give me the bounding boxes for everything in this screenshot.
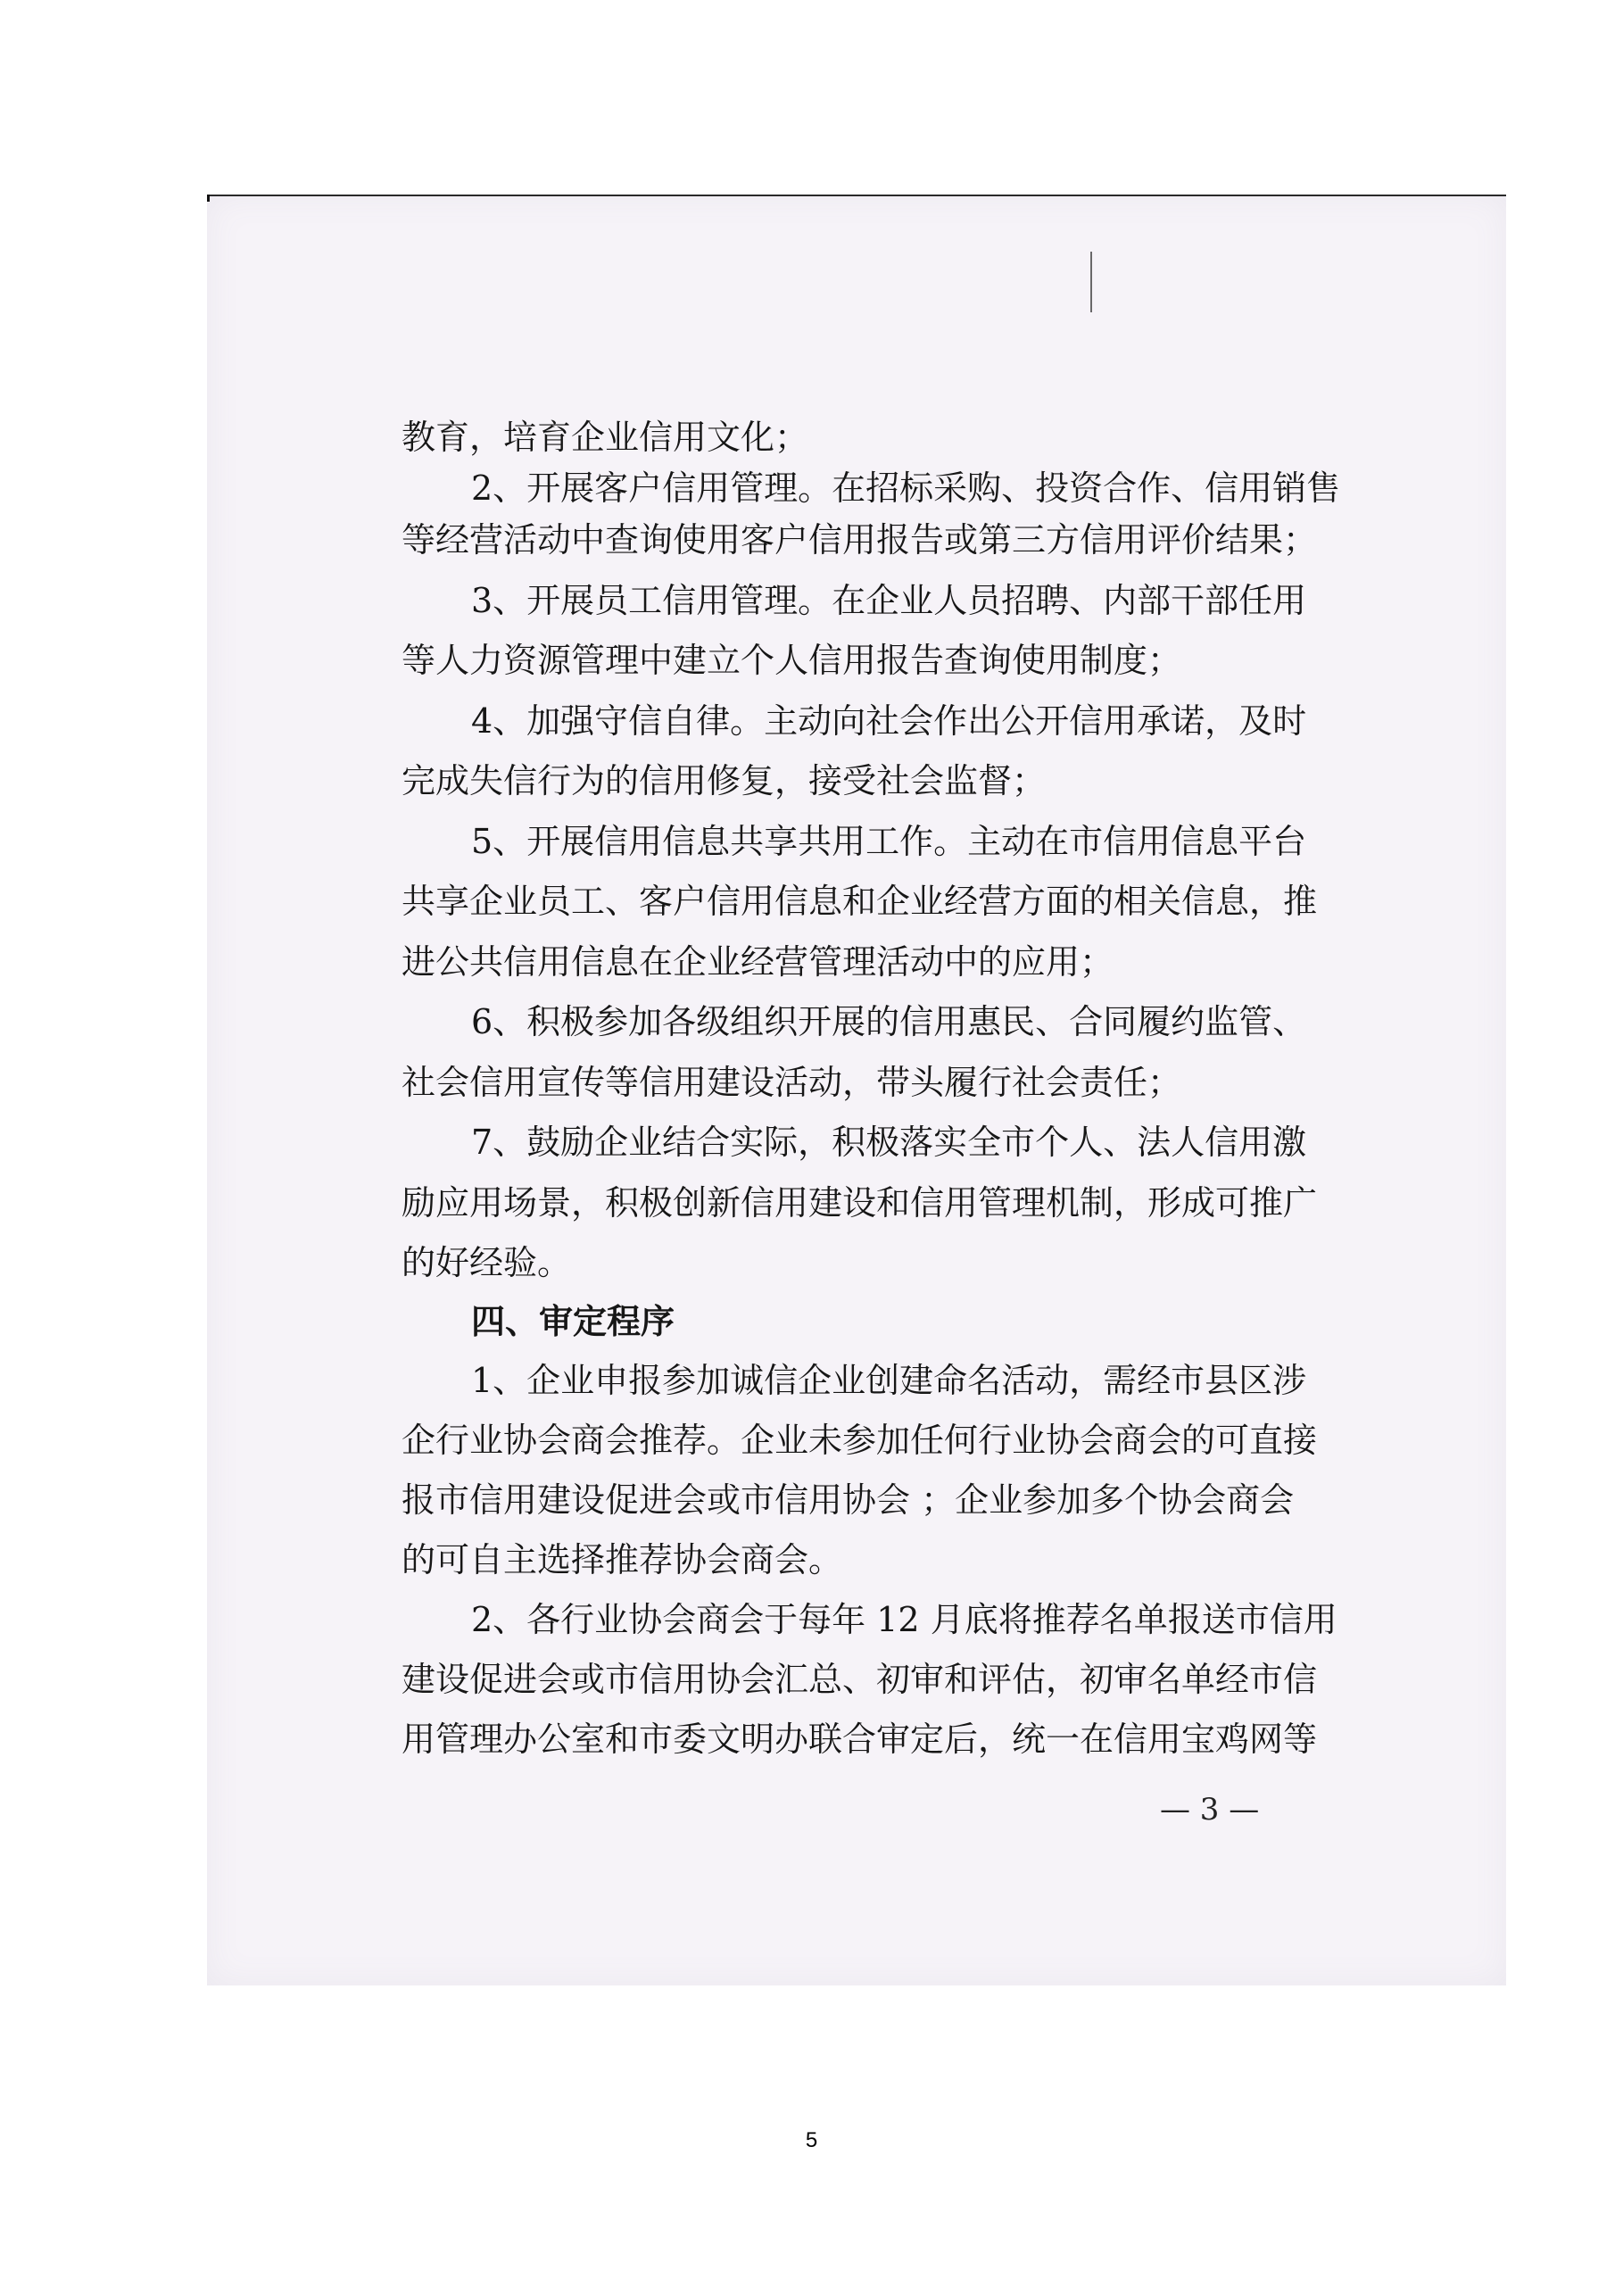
text-line: 2、开展客户信用管理。在招标采购、投资合作、信用销售 (471, 468, 1341, 508)
text-line: 教育，培育企业信用文化； (402, 418, 809, 457)
scan-corner-mark (207, 195, 210, 202)
text-line: 建设促进会或市信用协会汇总、初审和评估，初审名单经市信 (402, 1660, 1318, 1699)
text-line: 2、各行业协会商会于每年 12 月底将推荐名单报送市信用 (471, 1600, 1337, 1639)
text-line: 的可自主选择推荐协会商会。 (402, 1540, 843, 1579)
text-line: 社会信用宣传等信用建设活动，带头履行社会责任； (402, 1063, 1182, 1102)
text-line: 报市信用建设促进会或市信用协会 ；企业参加多个协会商会 (402, 1480, 1295, 1520)
section-heading: 四、审定程序 (471, 1301, 675, 1341)
text-line: 共享企业员工、客户信用信息和企业经营方面的相关信息，推 (402, 882, 1318, 921)
text-line: 5、开展信用信息共享共用工作。主动在市信用信息平台 (471, 822, 1307, 861)
fold-mark (1090, 252, 1092, 312)
text-line: 7、鼓励企业结合实际，积极落实全市个人、法人信用激 (471, 1123, 1307, 1162)
text-line: 完成失信行为的信用修复，接受社会监督； (402, 761, 1047, 800)
text-line: 进公共信用信息在企业经营管理活动中的应用； (402, 942, 1114, 982)
page-marker: — 3 — (1160, 1792, 1260, 1828)
text-line: 6、积极参加各级组织开展的信用惠民、合同履约监管、 (471, 1002, 1307, 1041)
page-number: 5 (805, 2128, 818, 2152)
text-line: 3、开展员工信用管理。在企业人员招聘、内部干部任用 (471, 581, 1307, 620)
text-line: 1、企业申报参加诚信企业创建命名活动，需经市县区涉 (471, 1361, 1307, 1400)
text-line: 的好经验。 (402, 1243, 572, 1282)
scan-top-edge (207, 195, 1506, 196)
text-line: 等人力资源管理中建立个人信用报告查询使用制度； (402, 641, 1182, 680)
text-line: 等经营活动中查询使用客户信用报告或第三方信用评价结果； (402, 520, 1318, 559)
text-line: 励应用场景，积极创新信用建设和信用管理机制，形成可推广 (402, 1183, 1318, 1223)
text-line: 用管理办公室和市委文明办联合审定后，统一在信用宝鸡网等 (402, 1720, 1318, 1759)
text-line: 企行业协会商会推荐。企业未参加任何行业协会商会的可直接 (402, 1421, 1318, 1460)
text-line: 4、加强守信自律。主动向社会作出公开信用承诺，及时 (471, 701, 1307, 741)
